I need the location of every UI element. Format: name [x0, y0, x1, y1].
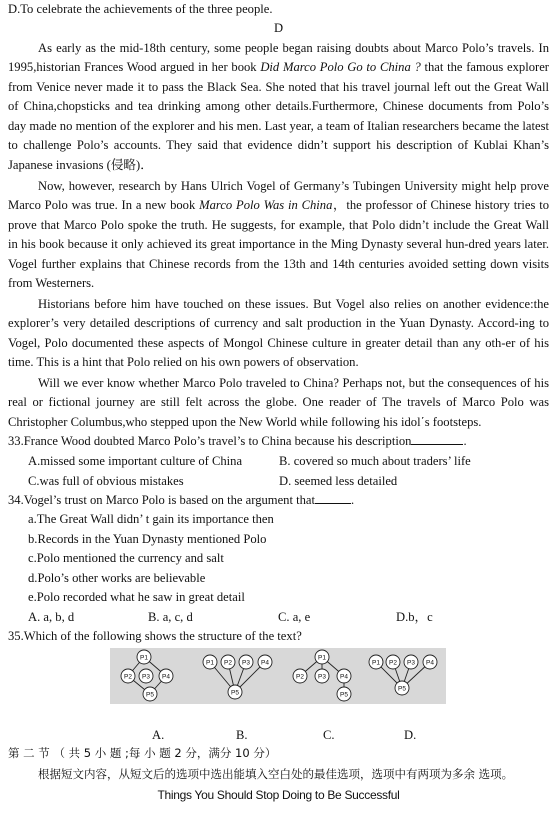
p1-line-1: As early as the mid-18th century, some people began raising doubts about Marco Polo’s travels. In	[38, 41, 549, 55]
q34-answer-blank[interactable]	[315, 491, 351, 504]
diagram-4-node-label: P4	[426, 659, 434, 667]
structure-diagrams	[110, 648, 446, 704]
section2-title: Things You Should Stop Doing to Be Successful	[157, 788, 400, 802]
previous-option-d: D.To celebrate the achievements of the three people.	[8, 2, 273, 16]
q35-choice-b[interactable]: B.	[236, 728, 248, 742]
diagram-3-node-label: P1	[318, 654, 326, 662]
diagram-3-node-label: P2	[296, 673, 304, 681]
q35-choice-d[interactable]: D.	[404, 728, 417, 742]
p4-line-3: Christopher Columbus,who stepped upon the New World while following his idol΄s footsteps.	[8, 415, 482, 429]
q35-choice-c[interactable]: C.	[323, 728, 335, 742]
q34-statement-b: b.Records in the Yuan Dynasty mentioned Polo	[28, 532, 267, 546]
p4-line-1: Will we ever know whether Marco Polo traveled to China? Perhaps not, but the consequences of his	[38, 376, 549, 390]
q35-choice-a[interactable]: A.	[152, 728, 165, 742]
diagram-3-node-label: P4	[340, 673, 348, 681]
q35-stem: 35.Which of the following shows the structure of the text?	[8, 629, 302, 643]
diagram-4-node-label: P5	[398, 685, 406, 693]
p2-line-1: Now, however, research by Hans Ulrich Vogel of Germany’s Tubingen University might help prove	[38, 179, 549, 193]
q34-statement-a: a.The Great Wall didn’ t gain its importance then	[28, 512, 274, 526]
p2-line-4: in his book because it only achieved its great importance in the Ming Dynasty several hun-dred years later.	[8, 237, 549, 251]
q34-option-d[interactable]: D.b，c	[396, 610, 433, 624]
diagram-2-node-label: P5	[231, 689, 239, 697]
diagram-2-node-label: P2	[224, 659, 232, 667]
section-letter: D	[273, 21, 284, 35]
q33-option-b[interactable]: B. covered so much about traders’ life	[279, 454, 471, 468]
q34-option-c[interactable]: C. a, e	[278, 610, 311, 624]
book-title-vogel: Marco Polo Was in China	[199, 198, 333, 212]
p2-line-2: Marco Polo was true. In a new book Marco Polo Was in China，the professor of Chinese history tries to	[8, 198, 549, 212]
diagram-1-node-label: P2	[124, 673, 132, 681]
p1-line-2: 1995,historian Frances Wood argued in her book Did Marco Polo Go to China ? that the famous explorer	[8, 60, 549, 74]
diagram-3-node-label: P5	[340, 691, 348, 699]
p1-line-4: of China,chopsticks and tea drinking among other details.Furthermore, Chinese documents from Polo’s	[8, 99, 549, 113]
p1-line-6: to challenge Polo’s accounts. They said that evidence didn’t support his description of Kublai Khan’s	[8, 138, 549, 152]
diagram-1-node-label: P4	[162, 673, 170, 681]
q33-option-a[interactable]: A.missed some important culture of China	[28, 454, 243, 468]
p4-line-2: real or fictional journey are still felt across the globe. One reader of The travels of Marco Polo was	[8, 395, 549, 409]
p2-line-3: prove that Marco Polo spoke the truth. He suggests, for example, that Polo didn’t include the Great Wall	[8, 218, 549, 232]
q34-statement-d: d.Polo’s other works are believable	[28, 571, 206, 585]
p1-line-3: from Venice never made it to pass the Black Sea. She noted that his travel journal left out the Great Wall	[8, 80, 549, 94]
diagram-2-node-label: P4	[261, 659, 269, 667]
q34-stem: 34.Vogel’s trust on Marco Polo is based on the argument that .	[8, 493, 355, 507]
q33-option-c[interactable]: C.was full of obvious mistakes	[28, 474, 184, 488]
diagram-3-node-label: P3	[318, 673, 326, 681]
section2-instruction: 根据短文内容，从短文后的选项中选出能填入空白处的最佳选项，选项中有两项为多余 选项。	[38, 767, 514, 781]
q33-stem: 33.France Wood doubted Marco Polo’s travel’s to China because his description .	[8, 434, 467, 448]
p1-line-5: day made no mention of the explorer and his men. Last year, a team of Italian researchers became the latest	[8, 119, 549, 133]
q34-option-a[interactable]: A. a, b, d	[28, 610, 75, 624]
book-title-wood: Did Marco Polo Go to China ?	[260, 60, 421, 74]
p3-line-1: Historians before him have touched on these issues. But Vogel also relies on another evidence:the	[38, 297, 549, 311]
q34-option-b[interactable]: B. a, c, d	[148, 610, 193, 624]
p3-line-2: explorer’s very detailed descriptions of currency and salt production in the Yuan Dynasty. Accord-ing to	[8, 316, 549, 330]
q33-option-d[interactable]: D. seemed less detailed	[279, 474, 398, 488]
p3-line-3: Vogel, Polo documented these aspects of Mongol Chinese culture in greater detail than any oth-er of his	[8, 336, 549, 350]
diagram-4-node-label: P1	[372, 659, 380, 667]
diagram-2-node-label: P3	[242, 659, 250, 667]
p2-line-5: Vogel further explains that Chinese records from the 13th and 14th centuries avoided setting down visits	[8, 257, 549, 271]
p3-line-4: time. This is a hint that Polo relied on his own powers of observation.	[8, 355, 359, 369]
p1-line-7: Japanese invasions (侵略)．	[8, 158, 153, 172]
q34-statement-e: e.Polo recorded what he saw in great detail	[28, 590, 245, 604]
diagram-4-node-label: P3	[407, 659, 415, 667]
q34-statement-c: c.Polo mentioned the currency and salt	[28, 551, 224, 565]
p2-line-6: from Westerners.	[8, 276, 95, 290]
diagram-4-node-label: P2	[389, 659, 397, 667]
q33-answer-blank[interactable]	[411, 432, 463, 445]
diagram-1-node-label: P1	[140, 654, 148, 662]
diagram-1-node-label: P5	[146, 691, 154, 699]
diagram-2-node-label: P1	[206, 659, 214, 667]
section2-heading: 第 二 节 （ 共 5 小 题 ;每 小 题 2 分，满分 10 分）	[8, 746, 277, 760]
diagram-1-node-label: P3	[142, 673, 150, 681]
